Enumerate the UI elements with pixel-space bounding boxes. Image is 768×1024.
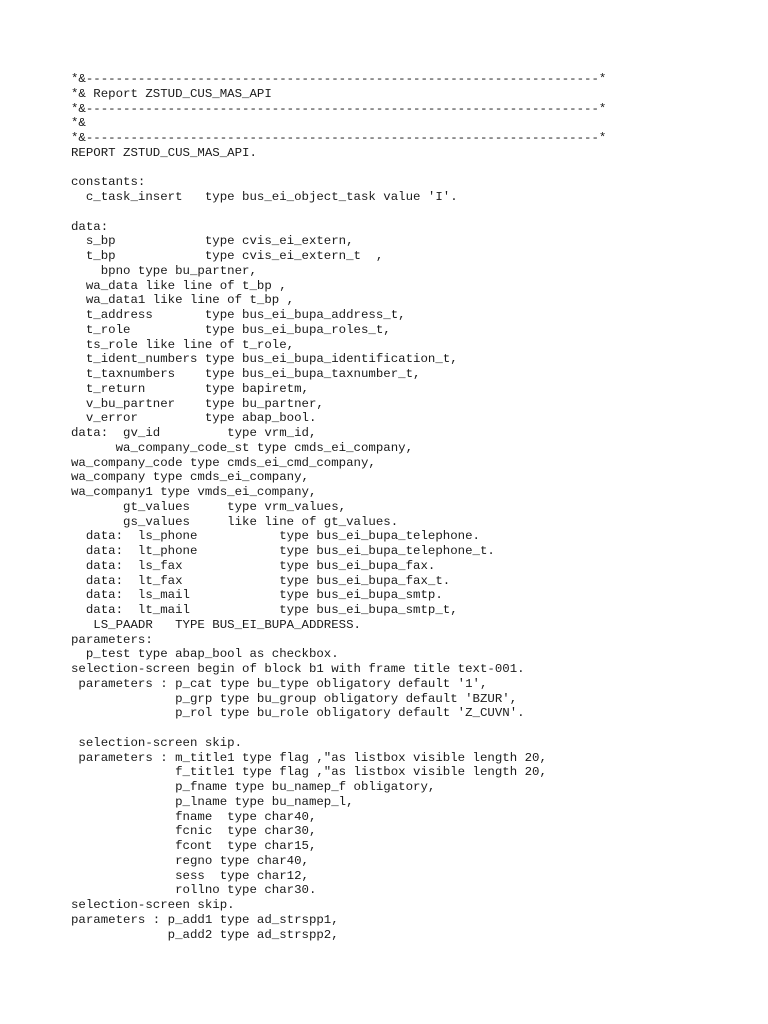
code-line: gs_values like line of gt_values. [71, 514, 399, 529]
code-line: parameters : m_title1 type flag ,"as listbox visible length 20, [71, 750, 547, 765]
code-line: p_test type abap_bool as checkbox. [71, 647, 339, 662]
code-line: data: ls_phone type bus_ei_bupa_telephone. [71, 529, 480, 544]
code-line: LS_PAADR TYPE BUS_EI_BUPA_ADDRESS. [71, 617, 361, 632]
code-line: parameters: [71, 632, 153, 647]
code-line: wa_company_code_st type cmds_ei_company, [71, 440, 414, 455]
code-line: v_error type abap_bool. [71, 411, 317, 426]
code-line: t_taxnumbers type bus_ei_bupa_taxnumber_t, [71, 367, 421, 381]
code-line: data: lt_mail type bus_ei_bupa_smtp_t, [71, 603, 458, 617]
code-line: c_task_insert type bus_ei_object_task value 'I'. [71, 190, 458, 204]
code-line [71, 161, 751, 176]
code-line: gt_values type vrm_values, [71, 499, 347, 514]
code-line: wa_company1 type vmds_ei_company, [71, 485, 317, 499]
code-line: *&---------------------------------------------------------------------* [71, 72, 607, 86]
code-line [71, 205, 751, 220]
code-line: data: ls_fax type bus_ei_bupa_fax. [71, 558, 436, 573]
code-line: p_lname type bu_namep_l, [71, 794, 354, 809]
code-line: v_bu_partner type bu_partner, [71, 396, 324, 411]
code-line: s_bp type cvis_ei_extern, [71, 234, 354, 249]
code-line [71, 721, 751, 736]
code-line: wa_data1 like line of t_bp , [71, 293, 295, 308]
code-line: rollno type char30. [71, 883, 317, 898]
code-line: REPORT ZSTUD_CUS_MAS_API. [71, 145, 257, 160]
code-line: p_grp type bu_group obligatory default 'BZUR', [71, 691, 518, 706]
code-line: t_role type bus_ei_bupa_roles_t, [71, 322, 391, 337]
code-line: fname type char40, [71, 809, 317, 824]
code-line: p_add2 type ad_strspp2, [71, 927, 339, 942]
code-line: data: [71, 219, 109, 234]
code-line: p_rol type bu_role obligatory default 'Z_CUVN'. [71, 706, 525, 721]
code-line: wa_company_code type cmds_ei_cmd_company, [71, 455, 376, 470]
code-line: fcnic type char30, [71, 824, 317, 839]
code-line: data: ls_mail type bus_ei_bupa_smtp. [71, 588, 443, 603]
code-line: wa_company type cmds_ei_company, [71, 470, 309, 485]
code-line: bpno type bu_partner, [71, 263, 257, 278]
code-line: data: lt_fax type bus_ei_bupa_fax_t. [71, 573, 451, 588]
code-line: selection-screen skip. [71, 735, 243, 750]
code-line: parameters : p_add1 type ad_strspp1, [71, 912, 339, 927]
code-line: data: gv_id type vrm_id, [71, 426, 317, 440]
code-line: ts_role like line of t_role, [71, 337, 295, 352]
code-line: *&---------------------------------------------------------------------* [71, 101, 607, 116]
code-line: t_ident_numbers type bus_ei_bupa_identification_t, [71, 352, 458, 367]
code-line: *& [71, 116, 86, 131]
code-line: fcont type char15, [71, 839, 317, 853]
code-line: t_bp type cvis_ei_extern_t , [71, 249, 384, 263]
code-line: selection-screen begin of block b1 with frame title text-001. [71, 662, 525, 676]
code-line: selection-screen skip. [71, 898, 235, 912]
code-line: *&---------------------------------------------------------------------* [71, 131, 607, 145]
code-line: parameters : p_cat type bu_type obligatory default '1', [71, 676, 488, 691]
code-line: sess type char12, [71, 868, 309, 883]
code-line: wa_data like line of t_bp , [71, 278, 287, 293]
code-line: data: lt_phone type bus_ei_bupa_telephone_t. [71, 544, 495, 558]
code-line: p_fname type bu_namep_f obligatory, [71, 780, 436, 794]
code-line: t_return type bapiretm, [71, 381, 309, 396]
code-line: *& Report ZSTUD_CUS_MAS_API [71, 86, 272, 101]
code-line: f_title1 type flag ,"as listbox visible length 20, [71, 765, 547, 780]
code-line: t_address type bus_ei_bupa_address_t, [71, 308, 406, 322]
code-document [71, 72, 751, 942]
code-line: constants: [71, 175, 146, 190]
code-line: regno type char40, [71, 853, 309, 868]
